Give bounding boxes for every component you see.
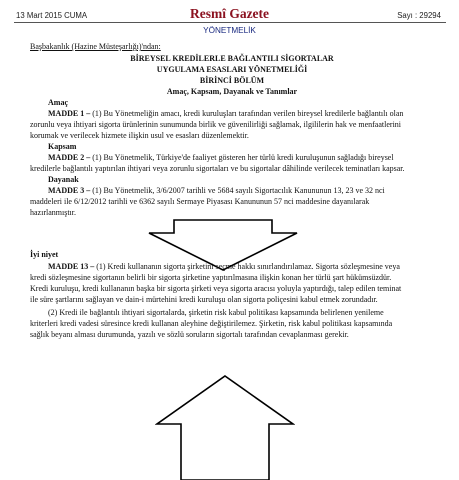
article-3-line-3: hazırlanmıştır. [30, 208, 76, 217]
article-1-line-2: zorunlu veya ihtiyari sigorta ürünlerinin sunumunda birlik ve güvenilirliği sağlamak, ilgililerin hak ve menfaatlerini [30, 120, 402, 129]
article-1-label: MADDE 1 – [48, 109, 91, 118]
article-2-line-1: MADDE 2 – (1) Bu Yönetmelik, Türkiye'de faaliyet gösteren her türlü kredi kuruluşunun sağladığı bireysel [48, 153, 394, 162]
article-1-line-3: korumak ve verilecek hizmete ilişkin usul ve esasları düzenlemektir. [30, 131, 249, 140]
article-13-line-2: kredi sözleşmesine sigortanın belirli bir sigorta şirketine yaptırılmasına ilişkin konan her türlü şart hükümsüzdür. [30, 273, 392, 282]
article-heading-iyi-niyet: İyi niyet [30, 250, 59, 259]
gazette-title: Resmî Gazete [189, 6, 270, 21]
part-subtitle: Amaç, Kapsam, Dayanak ve Tanımlar [166, 87, 298, 96]
part-heading: BİRİNCİ BÖLÜM [199, 76, 265, 85]
header-rule [14, 22, 446, 23]
article-13-label: MADDE 13 – [48, 262, 95, 271]
article-heading-kapsam: Kapsam [48, 142, 77, 151]
article-3-label: MADDE 3 – [48, 186, 91, 195]
article-3-line-1: MADDE 3 – (1) Bu Yönetmelik, 3/6/2007 tarihli ve 5684 sayılı Sigortacılık Kanununun 13, 23 ve 32 nci [48, 186, 385, 195]
section-label: YÖNETMELİK [203, 26, 256, 35]
article-13-line-4: ile süre şartlarını sağlayan ve dain-i mürtehini kredi kuruluşu olan sigorta poliçesini kabul etmek zorundadır. [30, 295, 378, 304]
article-3-line-2: maddeleri ile 6/12/2012 tarihli ve 6362 sayılı Sermaye Piyasası Kanununun 57 nci maddesine dayanılarak [30, 197, 370, 206]
article-2-line-2: kredilerle bağlantılı yaptırılan ihtiyari veya zorunlu sigortaları ve bu sigortalar dâhilinde verilecek teminatları kapsar. [30, 164, 405, 173]
article-13-line-1: MADDE 13 – (1) Kredi kullananın sigorta şirketini seçme hakkı sınırlandırılamaz. Sigorta sözleşmesine veya [48, 262, 400, 271]
article-13-p2-line-1: (2) Kredi ile bağlantılı ihtiyari sigortalarda, şirketin risk kabul politikası kapsamında belirlenen yenileme [48, 308, 384, 317]
institution-line: Başbakanlık (Hazine Müsteşarlığı)'ndan: [30, 42, 161, 51]
regulation-title-line-1: BİREYSEL KREDİLERLE BAĞLANTILI SİGORTALAR [130, 54, 334, 63]
article-13-line-3: Kredi kuruluşu, kredi kullananın başka bir sigorta şirketi veya sigorta aracısı yoluyla yaptırdığı, talep edilen teminat [30, 284, 402, 293]
article-2-label: MADDE 2 – [48, 153, 91, 162]
up-arrow-icon [155, 374, 295, 480]
issue-number: Sayı : 29294 [397, 11, 441, 20]
regulation-title-line-2: UYGULAMA ESASLARI YÖNETMELİĞİ [156, 65, 308, 74]
issue-date: 13 Mart 2015 CUMA [16, 11, 88, 20]
article-heading-dayanak: Dayanak [48, 175, 79, 184]
article-heading-amac: Amaç [48, 98, 68, 107]
article-13-p2-line-2: kriterleri kredi vadesi süresince kredi kullanan aleyhine değiştirilemez. Şirketin, risk kabul politikası kapsamında [30, 319, 393, 328]
article-1-line-1: MADDE 1 – (1) Bu Yönetmeliğin amacı, kredi kuruluşları tarafından verilen bireysel kredilerle bağlantılı olan [48, 109, 404, 118]
article-13-p2-line-3: sağlık beyanı alması durumunda, yazılı ve sözlü soruların sigortalı tarafından cevaplanması gerekir. [30, 330, 349, 339]
